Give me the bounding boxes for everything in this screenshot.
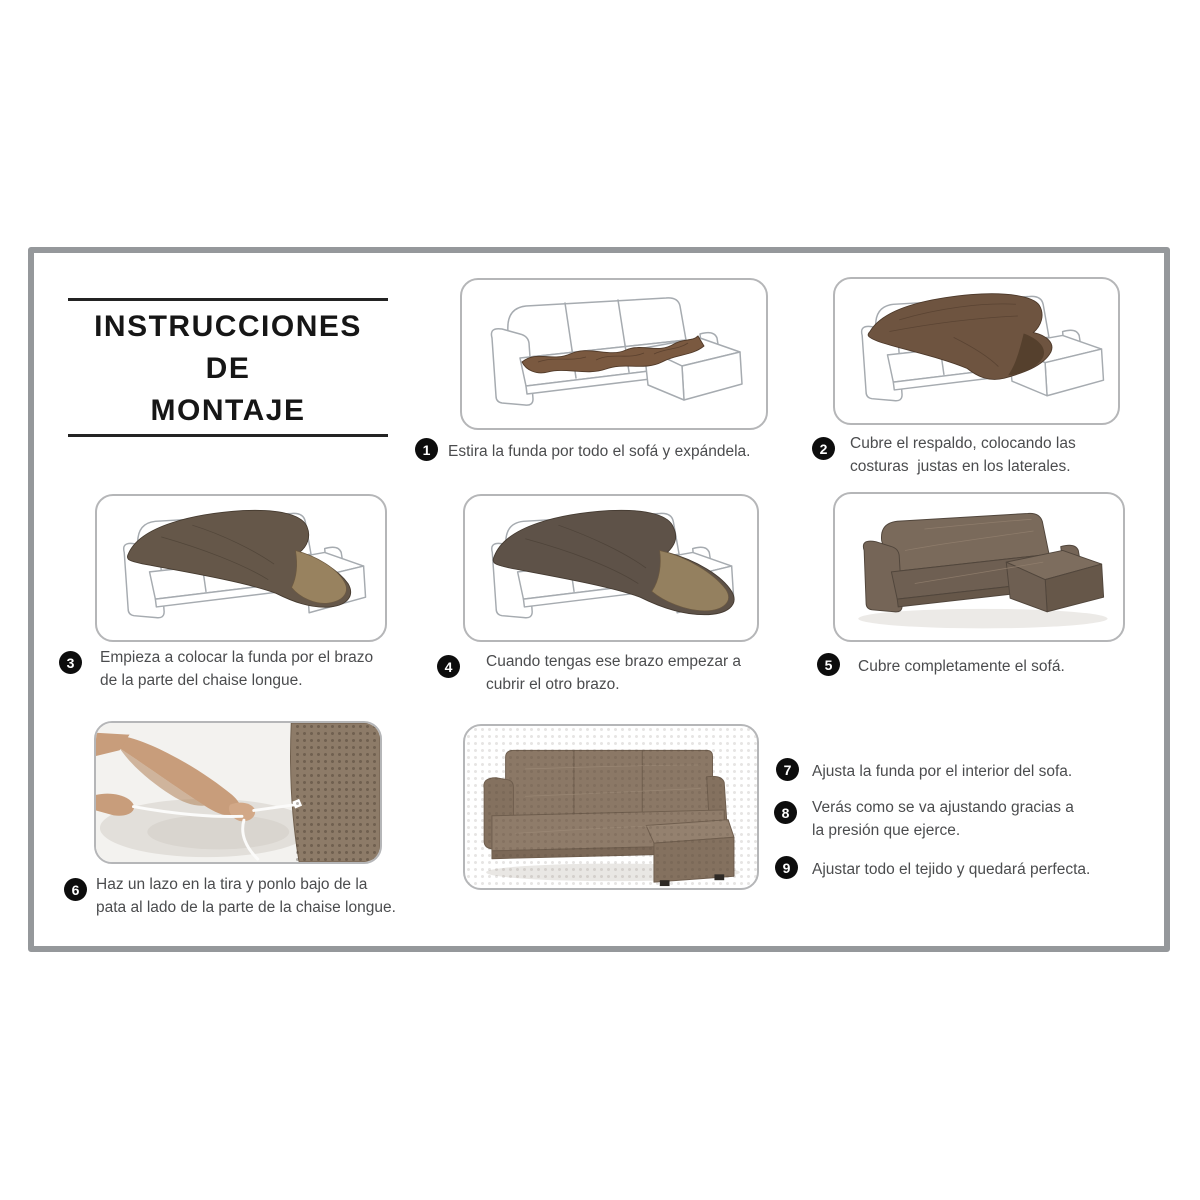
step-1-caption-line-1: Estira la funda por todo el sofá y expándela.: [448, 443, 751, 460]
step-4-number: 4: [444, 658, 453, 675]
step-8-caption-line-1: Verás como se va ajustando gracias a: [812, 799, 1074, 816]
step-7-caption: [812, 760, 1152, 783]
step-3-badge: [59, 651, 82, 674]
step-8-caption-line-2: la presión que ejerce.: [812, 822, 961, 839]
title-line-2: DE: [205, 352, 251, 385]
step-3-illustration: [95, 494, 387, 642]
step-9-caption-line-1: Ajustar todo el tejido y quedará perfecta.: [812, 861, 1091, 878]
step-5-badge: [817, 653, 840, 676]
step-4-caption-line-2: cubrir el otro brazo.: [486, 676, 620, 693]
step-7-number: 7: [783, 761, 792, 778]
title-rule-top: [68, 298, 388, 301]
step-2-caption-line-1: Cubre el respaldo, colocando las: [850, 435, 1076, 452]
tie-cord-photo: [96, 723, 380, 862]
step-4-caption: [486, 650, 806, 696]
covered-sofa-final: [465, 726, 757, 888]
step-6-caption: [96, 873, 456, 919]
step-2-number: 2: [819, 440, 828, 457]
step-3-caption-line-1: Empieza a colocar la funda por el brazo: [100, 649, 374, 666]
step-8-number: 8: [781, 804, 790, 821]
step-3-caption: [100, 646, 440, 692]
step-1-caption: [448, 440, 788, 463]
final-covered-sofa-photo: [463, 724, 759, 890]
step-1-badge: [415, 438, 438, 461]
step-8-caption: [812, 796, 1142, 842]
step-4-caption-line-1: Cuando tengas ese brazo empezar a: [486, 653, 742, 670]
step-6-number: 6: [71, 881, 80, 898]
title-rule-bottom: [68, 434, 388, 437]
step-5-illustration: [833, 492, 1125, 642]
sofa-line-art-step1: [462, 280, 766, 428]
step-4-illustration: [463, 494, 759, 642]
step-7-badge: [776, 758, 799, 781]
sofa-line-art-step4: [465, 496, 757, 640]
step-6-badge: [64, 878, 87, 901]
page-title: [58, 306, 398, 432]
sofa-line-art-step2: [835, 279, 1118, 423]
step-5-number: 5: [824, 656, 833, 673]
step-5-caption-line-1: Cubre completamente el sofá.: [858, 658, 1065, 675]
step-9-caption: [812, 858, 1152, 881]
title-line-1: INSTRUCCIONES: [94, 310, 362, 343]
step-1-number: 1: [422, 441, 431, 458]
step-6-caption-line-2: pata al lado de la parte de la chaise longue.: [96, 899, 396, 916]
title-line-3: MONTAJE: [150, 394, 306, 427]
step-7-caption-line-1: Ajusta la funda por el interior del sofa.: [812, 763, 1073, 780]
step-8-badge: [774, 801, 797, 824]
step-2-caption: [850, 432, 1150, 478]
step-9-badge: [775, 856, 798, 879]
step-5-caption: [858, 655, 1138, 678]
step-3-number: 3: [66, 654, 75, 671]
step-2-badge: [812, 437, 835, 460]
step-9-number: 9: [782, 859, 791, 876]
step-6-caption-line-1: Haz un lazo en la tira y ponlo bajo de la: [96, 876, 368, 893]
step-1-illustration: [460, 278, 768, 430]
step-2-illustration: [833, 277, 1120, 425]
sofa-line-art-step3: [97, 496, 385, 640]
step-6-photo: [94, 721, 382, 864]
covered-sofa-step5: [835, 494, 1123, 640]
step-4-badge: [437, 655, 460, 678]
step-2-caption-line-2: costuras justas en los laterales.: [850, 458, 1071, 475]
step-3-caption-line-2: de la parte del chaise longue.: [100, 672, 303, 689]
